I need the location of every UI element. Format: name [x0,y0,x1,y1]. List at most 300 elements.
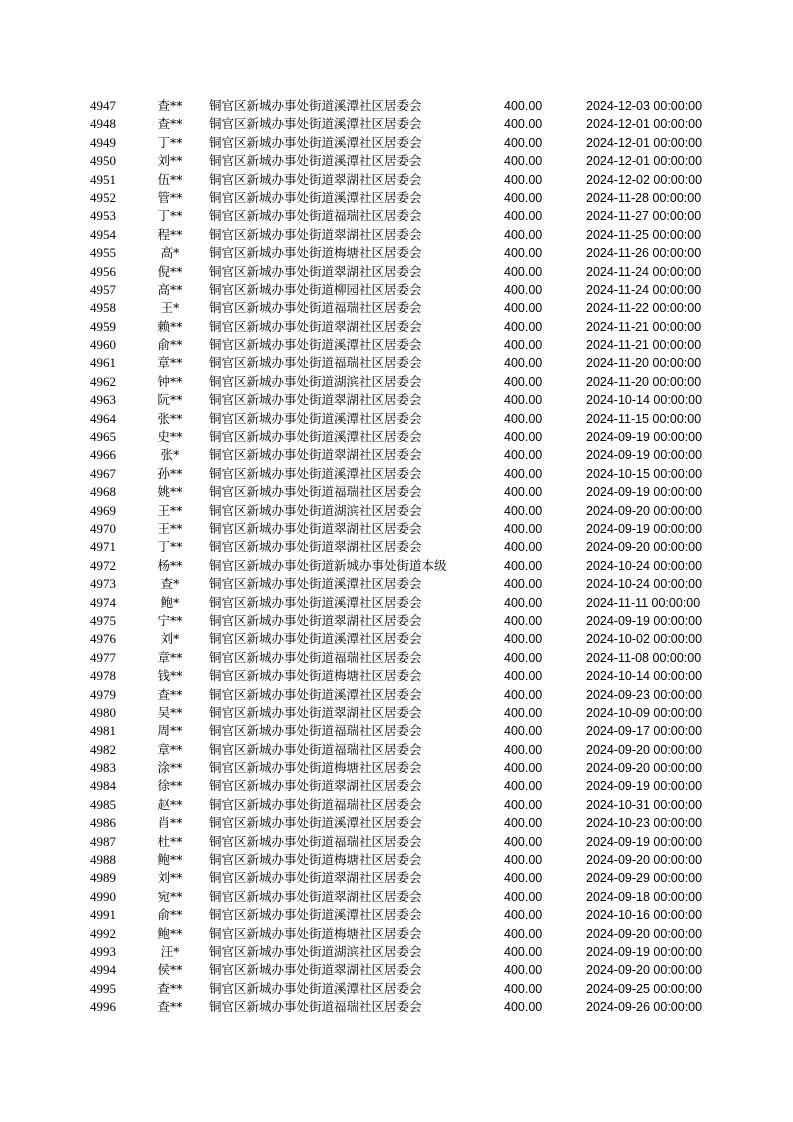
amount: 400.00 [504,577,543,592]
record-id: 4982 [90,741,116,757]
date: 2024-10-14 00:00:00 [586,393,703,408]
organization: 铜官区新城办事处街道福瑞社区居委会 [209,999,422,1015]
amount: 400.00 [504,190,543,205]
person-name: 丁** [157,134,183,150]
person-name: 程** [157,226,183,242]
table-row [0,502,793,520]
person-name: 涂** [157,760,183,776]
table-row [0,796,793,814]
person-name: 王** [157,520,183,536]
table-row [0,722,793,740]
amount: 400.00 [504,669,543,684]
amount: 400.00 [504,282,543,297]
date: 2024-10-14 00:00:00 [586,669,703,684]
person-name: 杜** [157,833,183,849]
amount: 400.00 [504,264,543,279]
organization: 铜官区新城办事处街道福瑞社区居委会 [209,723,422,739]
organization: 铜官区新城办事处街道溪潭社区居委会 [209,429,422,445]
date: 2024-09-19 00:00:00 [586,613,703,628]
date: 2024-09-26 00:00:00 [586,1000,703,1015]
amount: 400.00 [504,374,543,389]
person-name: 查** [157,116,183,132]
table-row [0,759,793,777]
person-name: 杨** [157,557,183,573]
table-row [0,244,793,262]
date: 2024-09-25 00:00:00 [586,981,703,996]
amount: 400.00 [504,613,543,628]
date: 2024-10-16 00:00:00 [586,908,703,923]
date: 2024-09-19 00:00:00 [586,430,703,445]
date: 2024-11-24 00:00:00 [586,264,702,279]
organization: 铜官区新城办事处街道溪潭社区居委会 [209,686,422,702]
person-name: 鲍** [157,925,183,941]
amount: 400.00 [504,393,543,408]
organization: 铜官区新城办事处街道福瑞社区居委会 [209,649,422,665]
table-row [0,612,793,630]
amount: 400.00 [504,981,543,996]
amount: 400.00 [504,99,543,113]
date: 2024-09-23 00:00:00 [586,687,703,702]
organization: 铜官区新城办事处街道翠湖社区居委会 [209,962,422,978]
person-name: 宁** [157,612,183,628]
amount: 400.00 [504,926,543,941]
organization: 铜官区新城办事处街道翠湖社区居委会 [209,539,422,555]
date: 2024-12-01 00:00:00 [586,135,703,150]
table-row [0,704,793,722]
table-row [0,354,793,372]
record-id: 4985 [90,796,116,812]
record-id: 4951 [90,171,116,187]
amount: 400.00 [504,430,543,445]
person-name: 俞** [157,337,183,353]
amount: 400.00 [504,540,543,555]
organization: 铜官区新城办事处街道溪潭社区居委会 [209,907,422,923]
person-name: 汪* [160,943,180,959]
amount: 400.00 [504,724,543,739]
record-id: 4973 [90,576,116,592]
record-id: 4948 [90,116,116,132]
table-row [0,189,793,207]
date: 2024-09-20 00:00:00 [586,540,703,555]
organization: 铜官区新城办事处街道梅塘社区居委会 [209,760,422,776]
date: 2024-11-20 00:00:00 [586,356,702,371]
person-name: 钟** [157,373,183,389]
date: 2024-10-24 00:00:00 [586,558,703,573]
date: 2024-10-31 00:00:00 [586,797,703,812]
record-id: 4976 [90,631,116,647]
organization: 铜官区新城办事处街道福瑞社区居委会 [209,300,422,316]
record-id: 4996 [90,999,116,1015]
table-row [0,667,793,685]
amount: 400.00 [504,246,543,261]
person-name: 伍** [157,171,183,187]
organization: 铜官区新城办事处街道福瑞社区居委会 [209,484,422,500]
record-id: 4950 [90,153,116,169]
amount: 400.00 [504,172,543,187]
amount: 400.00 [504,963,543,978]
table-row [0,925,793,943]
date: 2024-10-15 00:00:00 [586,466,703,481]
amount: 400.00 [504,889,543,904]
record-id: 4989 [90,870,116,886]
table-row [0,833,793,851]
record-id: 4960 [90,337,116,353]
amount: 400.00 [504,797,543,812]
table-row [0,520,793,538]
amount: 400.00 [504,154,543,169]
organization: 铜官区新城办事处街道福瑞社区居委会 [209,796,422,812]
person-name: 查** [157,980,183,996]
record-id: 4954 [90,226,116,242]
table-row [0,630,793,648]
amount: 400.00 [504,227,543,242]
date: 2024-09-20 00:00:00 [586,503,703,518]
date: 2024-09-19 00:00:00 [586,485,703,500]
amount: 400.00 [504,944,543,959]
organization: 铜官区新城办事处街道新城办事处街道本级 [209,557,447,573]
record-id: 4983 [90,760,116,776]
record-id: 4956 [90,263,116,279]
person-name: 鲍* [160,594,180,610]
record-id: 4981 [90,723,116,739]
organization: 铜官区新城办事处街道翠湖社区居委会 [209,171,422,187]
person-name: 刘** [157,153,183,169]
organization: 铜官区新城办事处街道梅塘社区居委会 [209,668,422,684]
person-name: 俞** [157,907,183,923]
table-row [0,226,793,244]
organization: 铜官区新城办事处街道翠湖社区居委会 [209,263,422,279]
amount: 400.00 [504,687,543,702]
amount: 400.00 [504,338,543,353]
table-row [0,851,793,869]
person-name: 钱** [157,668,183,684]
amount: 400.00 [504,356,543,371]
organization: 铜官区新城办事处街道梅塘社区居委会 [209,925,422,941]
organization: 铜官区新城办事处街道梅塘社区居委会 [209,852,422,868]
record-id: 4984 [90,778,116,794]
record-id: 4964 [90,410,116,426]
person-name: 王** [157,502,183,518]
date: 2024-09-17 00:00:00 [586,724,703,739]
record-id: 4967 [90,465,116,481]
table-row [0,814,793,832]
amount: 400.00 [504,632,543,647]
record-id: 4963 [90,392,116,408]
table-row [0,410,793,428]
table-row [0,649,793,667]
table-row [0,686,793,704]
record-id: 4995 [90,980,116,996]
amount: 400.00 [504,650,543,665]
date: 2024-09-20 00:00:00 [586,742,703,757]
organization: 铜官区新城办事处街道柳园社区居委会 [209,281,422,297]
organization: 铜官区新城办事处街道溪潭社区居委会 [209,980,422,996]
record-id: 4975 [90,612,116,628]
person-name: 刘* [160,631,180,647]
person-name: 章** [157,355,183,371]
date: 2024-12-02 00:00:00 [586,172,703,187]
person-name: 赵** [157,796,183,812]
person-name: 阮** [157,392,183,408]
organization: 铜官区新城办事处街道溪潭社区居委会 [209,98,422,113]
table-row [0,152,793,170]
organization: 铜官区新城办事处街道溪潭社区居委会 [209,576,422,592]
record-id: 4974 [90,594,116,610]
organization: 铜官区新城办事处街道翠湖社区居委会 [209,778,422,794]
organization: 铜官区新城办事处街道福瑞社区居委会 [209,355,422,371]
date: 2024-09-18 00:00:00 [586,889,703,904]
date: 2024-09-19 00:00:00 [586,779,703,794]
amount: 400.00 [504,319,543,334]
record-id: 4994 [90,962,116,978]
organization: 铜官区新城办事处街道溪潭社区居委会 [209,116,422,132]
record-id: 4955 [90,245,116,261]
table-row [0,575,793,593]
date: 2024-10-02 00:00:00 [586,632,703,647]
record-id: 4972 [90,557,116,573]
organization: 铜官区新城办事处街道溪潭社区居委会 [209,815,422,831]
date: 2024-09-20 00:00:00 [586,853,703,868]
table-row [0,97,793,115]
amount: 400.00 [504,779,543,794]
record-id: 4987 [90,833,116,849]
amount: 400.00 [504,558,543,573]
organization: 铜官区新城办事处街道福瑞社区居委会 [209,208,422,224]
table-row [0,115,793,133]
person-name: 刘** [157,870,183,886]
record-id: 4947 [90,98,116,113]
amount: 400.00 [504,1000,543,1015]
amount: 400.00 [504,503,543,518]
organization: 铜官区新城办事处街道翠湖社区居委会 [209,870,422,886]
amount: 400.00 [504,466,543,481]
record-id: 4953 [90,208,116,224]
person-name: 章** [157,649,183,665]
organization: 铜官区新城办事处街道溪潭社区居委会 [209,594,422,610]
organization: 铜官区新城办事处街道溪潭社区居委会 [209,465,422,481]
table-row [0,557,793,575]
record-id: 4993 [90,943,116,959]
amount: 400.00 [504,485,543,500]
record-id: 4958 [90,300,116,316]
table-row [0,373,793,391]
date: 2024-09-19 00:00:00 [586,448,703,463]
amount: 400.00 [504,908,543,923]
organization: 铜官区新城办事处街道溪潭社区居委会 [209,410,422,426]
record-id: 4988 [90,852,116,868]
amount: 400.00 [504,411,543,426]
date: 2024-11-24 00:00:00 [586,282,702,297]
organization: 铜官区新城办事处街道湖滨社区居委会 [209,373,422,389]
amount: 400.00 [504,117,543,132]
organization: 铜官区新城办事处街道翠湖社区居委会 [209,318,422,334]
record-id: 4962 [90,373,116,389]
record-id: 4949 [90,134,116,150]
person-name: 丁** [157,208,183,224]
organization: 铜官区新城办事处街道翠湖社区居委会 [209,704,422,720]
date: 2024-11-21 00:00:00 [586,319,702,334]
organization: 铜官区新城办事处街道溪潭社区居委会 [209,153,422,169]
table-row [0,299,793,317]
table-row [0,281,793,299]
table-row [0,980,793,998]
organization: 铜官区新城办事处街道翠湖社区居委会 [209,612,422,628]
date: 2024-11-08 00:00:00 [586,650,702,665]
table-row [0,263,793,281]
table-row [0,943,793,961]
organization: 铜官区新城办事处街道翠湖社区居委会 [209,392,422,408]
person-name: 侯** [157,962,183,978]
date: 2024-09-19 00:00:00 [586,944,703,959]
amount: 400.00 [504,521,543,536]
table-row [0,446,793,464]
table-row [0,336,793,354]
table-row [0,465,793,483]
record-id: 4986 [90,815,116,831]
person-name: 丁** [157,539,183,555]
table-row [0,483,793,501]
date: 2024-11-26 00:00:00 [586,246,702,261]
date: 2024-11-25 00:00:00 [586,227,702,242]
person-name: 王* [160,300,180,316]
date: 2024-10-09 00:00:00 [586,705,703,720]
amount: 400.00 [504,448,543,463]
table-row [0,594,793,612]
table-row [0,961,793,979]
record-id: 4970 [90,520,116,536]
amount: 400.00 [504,742,543,757]
record-id: 4966 [90,447,116,463]
date: 2024-11-11 00:00:00 [586,595,701,610]
person-name: 孙** [157,465,183,481]
record-id: 4971 [90,539,116,555]
record-id: 4952 [90,189,116,205]
date: 2024-09-20 00:00:00 [586,963,703,978]
table-row [0,428,793,446]
table-row [0,888,793,906]
amount: 400.00 [504,761,543,776]
record-id: 4968 [90,484,116,500]
amount: 400.00 [504,595,543,610]
amount: 400.00 [504,834,543,849]
date: 2024-11-21 00:00:00 [586,338,702,353]
organization: 铜官区新城办事处街道湖滨社区居委会 [209,943,422,959]
table-row [0,391,793,409]
person-name: 赖** [157,318,183,334]
date: 2024-10-24 00:00:00 [586,577,703,592]
person-name: 高** [157,281,183,297]
record-id: 4991 [90,907,116,923]
table-row [0,134,793,152]
date: 2024-09-29 00:00:00 [586,871,703,886]
person-name: 张* [160,447,180,463]
amount: 400.00 [504,816,543,831]
amount: 400.00 [504,209,543,224]
organization: 铜官区新城办事处街道溪潭社区居委会 [209,337,422,353]
amount: 400.00 [504,853,543,868]
table-row [0,171,793,189]
table-row [0,538,793,556]
date: 2024-09-20 00:00:00 [586,926,703,941]
record-id: 4978 [90,668,116,684]
record-id: 4969 [90,502,116,518]
date: 2024-11-20 00:00:00 [586,374,702,389]
person-name: 高* [160,245,180,261]
table-row [0,906,793,924]
person-name: 查** [157,999,183,1015]
person-name: 倪** [157,263,183,279]
date: 2024-12-01 00:00:00 [586,154,703,169]
person-name: 宛** [157,888,183,904]
record-table [0,97,793,1017]
organization: 铜官区新城办事处街道溪潭社区居委会 [209,134,422,150]
organization: 铜官区新城办事处街道溪潭社区居委会 [209,631,422,647]
person-name: 史** [157,429,183,445]
table-row [0,318,793,336]
organization: 铜官区新城办事处街道翠湖社区居委会 [209,447,422,463]
person-name: 查** [157,98,183,113]
record-id: 4990 [90,888,116,904]
amount: 400.00 [504,135,543,150]
table-row [0,741,793,759]
date: 2024-11-15 00:00:00 [586,411,702,426]
date: 2024-11-27 00:00:00 [586,209,702,224]
person-name: 章** [157,741,183,757]
date: 2024-09-19 00:00:00 [586,521,703,536]
person-name: 张** [157,410,183,426]
organization: 铜官区新城办事处街道福瑞社区居委会 [209,833,422,849]
person-name: 管** [157,189,183,205]
person-name: 姚** [157,484,183,500]
date: 2024-10-23 00:00:00 [586,816,703,831]
organization: 铜官区新城办事处街道湖滨社区居委会 [209,502,422,518]
organization: 铜官区新城办事处街道溪潭社区居委会 [209,189,422,205]
table-row [0,869,793,887]
person-name: 肖** [157,815,183,831]
organization: 铜官区新城办事处街道翠湖社区居委会 [209,226,422,242]
table-row [0,777,793,795]
record-id: 4961 [90,355,116,371]
record-id: 4959 [90,318,116,334]
record-id: 4957 [90,281,116,297]
record-id: 4965 [90,429,116,445]
organization: 铜官区新城办事处街道翠湖社区居委会 [209,520,422,536]
record-id: 4979 [90,686,116,702]
date: 2024-11-28 00:00:00 [586,190,702,205]
date: 2024-09-20 00:00:00 [586,761,703,776]
person-name: 徐** [157,778,183,794]
amount: 400.00 [504,705,543,720]
organization: 铜官区新城办事处街道福瑞社区居委会 [209,741,422,757]
person-name: 鲍** [157,852,183,868]
record-id: 4992 [90,925,116,941]
date: 2024-09-19 00:00:00 [586,834,703,849]
table-row [0,998,793,1016]
date: 2024-12-01 00:00:00 [586,117,703,132]
record-id: 4980 [90,704,116,720]
amount: 400.00 [504,871,543,886]
date: 2024-12-03 00:00:00 [586,99,703,113]
amount: 400.00 [504,301,543,316]
person-name: 查** [157,686,183,702]
date: 2024-11-22 00:00:00 [586,301,702,316]
organization: 铜官区新城办事处街道翠湖社区居委会 [209,888,422,904]
person-name: 周** [157,723,183,739]
person-name: 查* [160,576,180,592]
record-id: 4977 [90,649,116,665]
organization: 铜官区新城办事处街道梅塘社区居委会 [209,245,422,261]
person-name: 吴** [157,704,183,720]
